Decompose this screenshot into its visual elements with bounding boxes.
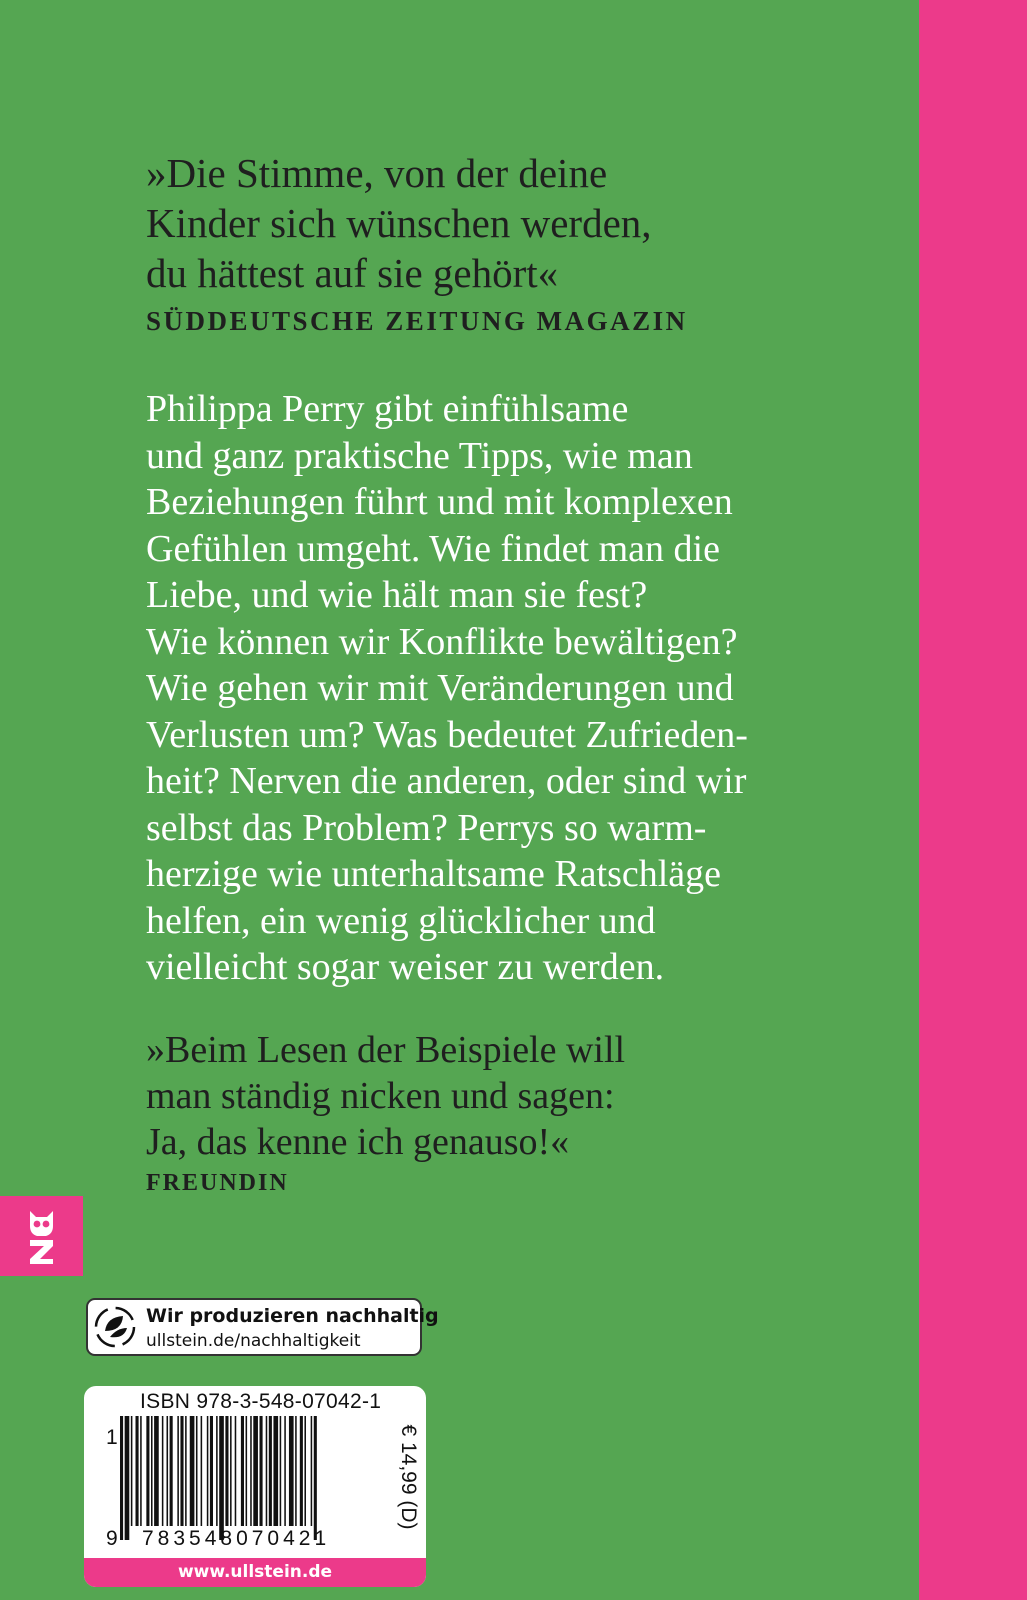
barcode-bar	[162, 1416, 164, 1526]
barcode-bar	[170, 1416, 173, 1526]
quote-line: »Beim Lesen der Beispiele will	[146, 1029, 626, 1071]
barcode-bar	[250, 1416, 252, 1526]
barcode-bar	[125, 1416, 130, 1540]
barcode-bar	[266, 1416, 268, 1526]
blurb-line: selbst das Problem? Perrys so warm-	[146, 806, 707, 849]
barcode-first-digit: 9	[106, 1527, 118, 1550]
blurb-line: helfen, ein wenig glücklicher und	[146, 899, 656, 942]
barcode-bar	[207, 1416, 209, 1526]
barcode-panel	[84, 1386, 426, 1587]
blurb-line: Verlusten um? Was bedeutet Zufrieden-	[146, 713, 748, 756]
quote-source-top: SÜDDEUTSCHE ZEITUNG MAGAZIN	[146, 306, 688, 336]
blurb-line: herzige wie unterhaltsame Ratschläge	[146, 853, 722, 895]
barcode-bar	[289, 1416, 294, 1526]
barcode-bar	[314, 1416, 317, 1540]
barcode-bar	[235, 1416, 237, 1526]
barcode-bar	[269, 1416, 272, 1526]
barcode-bar	[201, 1416, 203, 1526]
pink-spine-band	[919, 0, 1027, 1600]
barcode-bar	[131, 1416, 133, 1526]
quote-source-bottom: FREUNDIN	[146, 1170, 289, 1196]
barcode-bar	[219, 1416, 224, 1540]
barcode-bar	[154, 1416, 159, 1526]
review-quote-bottom	[146, 1027, 886, 1165]
review-quote-top	[146, 148, 886, 298]
barcode-bar	[180, 1416, 183, 1526]
barcode-digits: 783548070421	[142, 1527, 331, 1550]
price-text: € 14,99 (D)	[397, 1424, 420, 1530]
barcode-addon-digit: 1	[106, 1426, 118, 1449]
barcode-bar	[146, 1416, 149, 1526]
blurb-line: Wie gehen wir mit Veränderungen und	[146, 667, 734, 709]
quote-line: man ständig nicken und sagen:	[146, 1075, 615, 1117]
barcode-bar	[284, 1416, 286, 1526]
barcode-bar	[230, 1416, 232, 1526]
quote-line: »Die Stimme, von der deine	[146, 150, 608, 196]
blurb-line: vielleicht sogar weiser zu werden.	[146, 946, 665, 988]
barcode-bar	[241, 1416, 244, 1526]
isbn-text: ISBN 978-3-548-07042-1	[140, 1390, 382, 1413]
barcode-bar	[190, 1416, 195, 1526]
barcode-bar	[295, 1416, 297, 1526]
sustainability-badge	[86, 1298, 439, 1356]
quote-line: du hättest auf sie gehört«	[146, 250, 559, 296]
sustainability-url: ullstein.de/nachhaltigkeit	[146, 1331, 361, 1351]
barcode-bar	[225, 1416, 228, 1526]
barcode-bar	[280, 1416, 282, 1526]
owl-logo-icon	[0, 1196, 83, 1276]
barcode-bar	[151, 1416, 153, 1526]
barcode-bar	[311, 1416, 313, 1526]
book-blurb	[146, 386, 906, 991]
barcode-bar	[210, 1416, 213, 1526]
quote-line: Ja, das kenne ich genauso!«	[146, 1121, 570, 1163]
barcode-bar	[120, 1416, 123, 1540]
blurb-line: Philippa Perry gibt einfühlsame	[146, 388, 629, 430]
barcode-bar	[185, 1416, 187, 1526]
barcode-bar	[300, 1416, 303, 1526]
barcode-bar	[260, 1416, 263, 1526]
barcode-bar	[304, 1416, 306, 1526]
barcode-bar	[140, 1416, 142, 1526]
quote-line: Kinder sich wünschen werden,	[146, 200, 652, 246]
leaves-icon	[94, 1306, 136, 1348]
sustainability-title: Wir produzieren nachhaltig	[146, 1305, 439, 1327]
barcode-bar	[167, 1416, 169, 1526]
barcode-bar	[273, 1416, 278, 1526]
blurb-line: Beziehungen führt und mit komplexen	[146, 481, 733, 523]
barcode-bars	[120, 1416, 388, 1540]
blurb-line: Liebe, und wie hält man sie fest?	[146, 574, 648, 616]
blurb-line: Gefühlen umgeht. Wie findet man die	[146, 527, 720, 570]
barcode-bar	[253, 1416, 258, 1526]
publisher-website: www.ullstein.de	[84, 1558, 426, 1587]
barcode-bar	[216, 1416, 218, 1526]
barcode-bar	[246, 1416, 248, 1526]
barcode-bar	[136, 1416, 139, 1526]
blurb-line: und ganz praktische Tipps, wie man	[146, 434, 693, 477]
barcode-bar	[196, 1416, 198, 1526]
blurb-line: Wie können wir Konflikte bewältigen?	[146, 620, 738, 663]
blurb-line: heit? Nerven die anderen, oder sind wir	[146, 760, 747, 802]
barcode-bar	[177, 1416, 179, 1526]
price-label	[394, 1410, 422, 1544]
